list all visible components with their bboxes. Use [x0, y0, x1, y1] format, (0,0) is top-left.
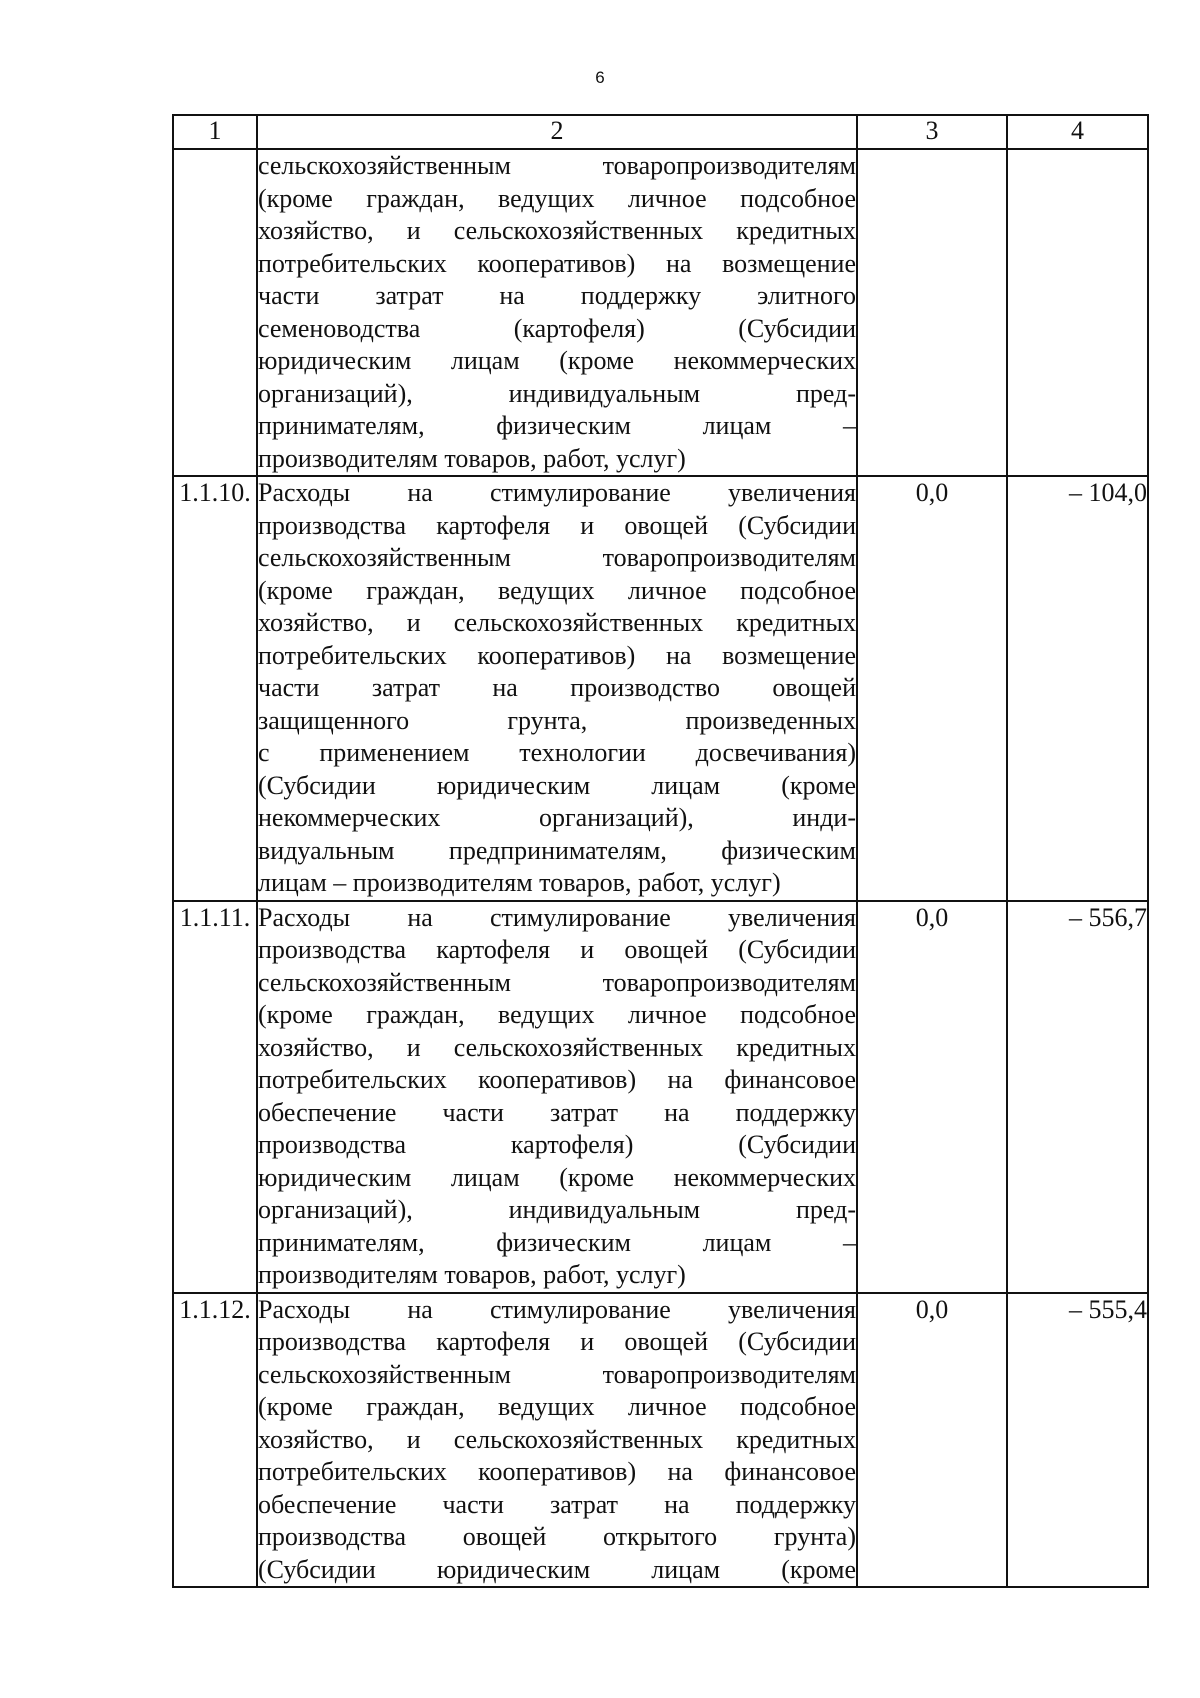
description-line: юридическим лицам (кроме некоммерческих: [258, 346, 856, 375]
description-line: юридическим лицам (кроме некоммерческих: [258, 1162, 856, 1192]
description-line: потребительских кооперативов) на возмещение: [258, 248, 856, 278]
table-row: [173, 901, 1148, 1293]
row-number: [173, 149, 257, 476]
description-line: сельскохозяйственным товаропроизводителям: [258, 967, 856, 997]
description-line: производства картофеля и овощей (Субсидии: [258, 510, 856, 540]
description-line: производства картофеля и овощей (Субсидии: [258, 1327, 856, 1356]
header-col-3: 3: [857, 115, 1007, 149]
description-line: (кроме граждан, ведущих личное подсобное: [258, 575, 856, 605]
row-description: [257, 1293, 857, 1588]
description-line: с применением технологии досвечивания): [258, 738, 856, 767]
description-line: (кроме граждан, ведущих личное подсобное: [258, 1000, 856, 1029]
description-line: Расходы на стимулирование увеличения: [258, 902, 856, 932]
header-row: [173, 115, 1148, 149]
row-col3-value: 0,0: [857, 901, 1007, 1293]
header-col-1: 1: [173, 115, 257, 149]
description-line: производства картофеля и овощей (Субсидии: [258, 935, 856, 964]
description-line: потребительских кооперативов) на финансовое: [258, 1457, 856, 1486]
description-line: (Субсидии юридическим лицам (кроме: [258, 770, 856, 800]
description-line: защищенного грунта, произведенных: [258, 705, 856, 735]
description-line: производства картофеля) (Субсидии: [258, 1130, 856, 1159]
description-line: потребительских кооперативов) на финансовое: [258, 1065, 856, 1094]
table-header: [173, 115, 1148, 149]
description-line: производителям товаров, работ, услуг): [258, 1260, 686, 1289]
budget-table: [172, 114, 1149, 1588]
row-number: 1.1.10.: [173, 476, 257, 901]
row-description: [257, 901, 857, 1293]
description-line: Расходы на стимулирование увеличения: [258, 1294, 856, 1324]
description-line: принимателям, физическим лицам –: [258, 1227, 856, 1257]
description-line: организаций), индивидуальным пред-: [258, 1195, 856, 1224]
description-line: обеспечение части затрат на поддержку: [258, 1097, 856, 1127]
description-line: (кроме граждан, ведущих личное подсобное: [258, 1392, 856, 1421]
table-row: [173, 1293, 1148, 1588]
row-col3-value: [857, 149, 1007, 476]
row-col4-value: [1007, 149, 1148, 476]
row-col4-value: – 555,4: [1007, 1293, 1148, 1588]
description-line: лицам – производителям товаров, работ, услуг): [258, 868, 781, 897]
description-line: организаций), индивидуальным пред-: [258, 378, 856, 408]
table-row: [173, 476, 1148, 901]
description-line: хозяйство, и сельскохозяйственных кредитных: [258, 1032, 856, 1062]
description-line: производства овощей открытого грунта): [258, 1522, 856, 1551]
description-line: принимателям, физическим лицам –: [258, 411, 856, 440]
description-line: сельскохозяйственным товаропроизводителям: [258, 1359, 856, 1389]
description-line: некоммерческих организаций), инди-: [258, 803, 856, 832]
row-col3-value: 0,0: [857, 476, 1007, 901]
description-line: (Субсидии юридическим лицам (кроме: [258, 1554, 856, 1584]
row-col4-value: – 104,0: [1007, 476, 1148, 901]
header-col-2: 2: [257, 115, 857, 149]
description-line: видуальным предпринимателям, физическим: [258, 835, 856, 865]
description-line: семеноводства (картофеля) (Субсидии: [258, 313, 856, 343]
row-description: [257, 149, 857, 476]
header-col-4: 4: [1007, 115, 1148, 149]
row-col3-value: 0,0: [857, 1293, 1007, 1588]
row-col4-value: – 556,7: [1007, 901, 1148, 1293]
page-number: 6: [595, 68, 605, 87]
description-line: потребительских кооперативов) на возмещение: [258, 640, 856, 670]
description-line: части затрат на поддержку элитного: [258, 281, 856, 310]
row-number: 1.1.12.: [173, 1293, 257, 1588]
row-number: 1.1.11.: [173, 901, 257, 1293]
description-line: обеспечение части затрат на поддержку: [258, 1489, 856, 1519]
table-body: [173, 149, 1148, 1587]
table-row: [173, 149, 1148, 476]
description-line: хозяйство, и сельскохозяйственных кредитных: [258, 216, 856, 245]
description-line: части затрат на производство овощей: [258, 673, 856, 702]
description-line: хозяйство, и сельскохозяйственных кредитных: [258, 1424, 856, 1454]
description-line: сельскохозяйственным товаропроизводителям: [258, 543, 856, 572]
row-description: [257, 476, 857, 901]
description-line: хозяйство, и сельскохозяйственных кредитных: [258, 608, 856, 637]
description-line: Расходы на стимулирование увеличения: [258, 478, 856, 507]
description-line: производителям товаров, работ, услуг): [258, 443, 686, 473]
description-line: сельскохозяйственным товаропроизводителям: [258, 151, 856, 180]
description-line: (кроме граждан, ведущих личное подсобное: [258, 183, 856, 213]
